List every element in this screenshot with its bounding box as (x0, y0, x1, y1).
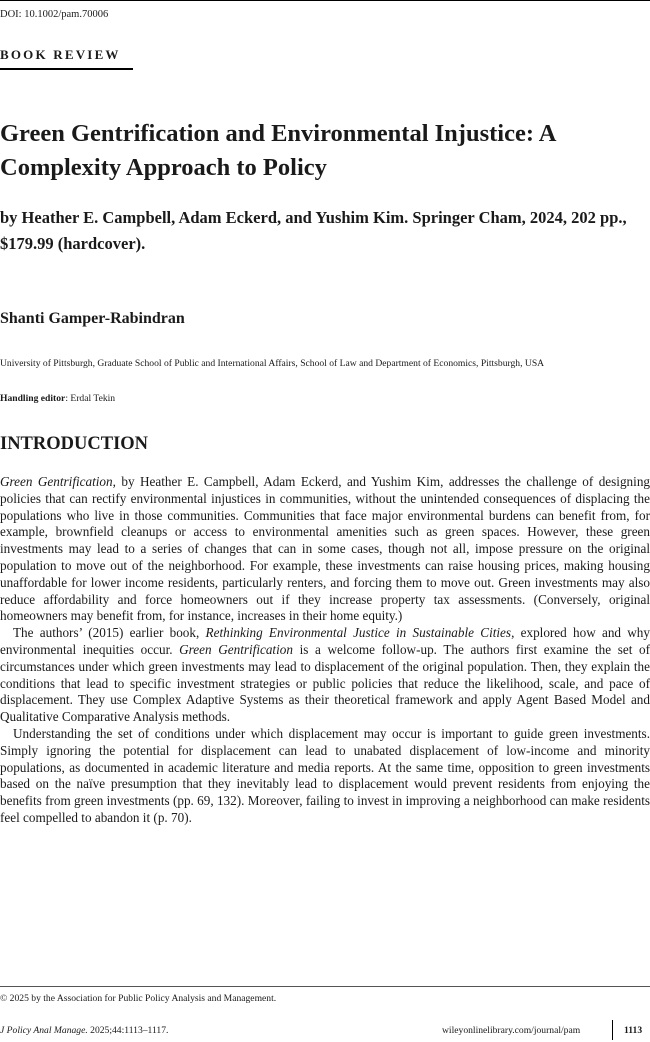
body-text (0, 474, 650, 827)
paragraph-2: The authors’ (2015) earlier book, Rethinking Environmental Justice in Sustainable Cities, explored how and why environmental inequities occur. Green Gentrification is a welcome follow-up. The authors first examine the set of circumstances under which green investments may lead to displacement of the original population. Then, they explain the conditions that lead to specific investment strategies or public policies that reduce the likelihood, scale, and pace of displacement. They use Complex Adaptive Systems as their theoretical framework and apply Agent Based Model and Qualitative Comparative Analysis methods. (0, 625, 650, 725)
section-underline (0, 68, 133, 70)
paragraph-3: Understanding the set of conditions under which displacement may occur is important to guide green investments. Simply ignoring the potential for displacement can lead to unabated displacement of low-income and minority populations, as documented in academic literature and media reports. At the same time, opposition to green investments based on the naïve presumption that they inevitably lead to displacement would prevent residents from enjoying the benefits from green investments (pp. 69, 132). Moreover, failing to invest in improving a neighborhood can make residents feel compelled to abandon it (p. 70). (0, 725, 650, 825)
journal-citation (0, 1025, 168, 1036)
author-affiliation: University of Pittsburgh, Graduate School of Public and International Affairs, School of Law and Department of Economics, Pittsburgh, USA (0, 358, 545, 369)
editor-label: Handling editor (0, 393, 66, 404)
page-number: 1113 (624, 1025, 643, 1036)
earlier-book-title-italic: Rethinking Environmental Justice in Sustainable Cities (205, 625, 512, 641)
book-title-italic: Green Gentrification (0, 474, 113, 489)
section-heading: INTRODUCTION (0, 434, 149, 454)
book-title-italic: Green Gentrification (179, 641, 293, 657)
doi-text: DOI: 10.1002/pam.70006 (0, 9, 109, 20)
footer-rule (0, 986, 650, 987)
paragraph-1: Green Gentrification, by Heather E. Campbell, Adam Eckerd, and Yushim Kim, addresses the challenge of designing policies that can rectify environmental injustices in communities, without the unintended consequences of displacing the populations who live in those communities. Communities that face major environmental burdens can benefit from, for example, brownfield cleanups or access to environmental amenities such as green spaces. However, these green investments may lead to a series of changes that can in some cases, though not all, impose pressure on the original population to move out of the neighborhood. For example, these investments can raise housing prices, making housing unaffordable for lower income residents, particularly renters, and forcing them to move out. Green investments may also reduce affordability and force homeowners out if they increase property tax assessments. (Conversely, original homeowners may benefit from, for instance, increases in their home equity.) (0, 474, 650, 624)
copyright-notice: © 2025 by the Association for Public Policy Analysis and Management. (0, 993, 277, 1004)
book-info: by Heather E. Campbell, Adam Eckerd, and Yushim Kim. Springer Cham, 2024, 202 pp., $179.99 (hardcover). (0, 208, 627, 253)
journal-website-link[interactable]: wileyonlinelibrary.com/journal/pam (442, 1025, 581, 1036)
article-title: Green Gentrification and Environmental Injustice: A Complexity Approach to Policy (0, 120, 556, 181)
journal-name: J Policy Anal Manage. (0, 1025, 88, 1036)
editor-name: : Erdal Tekin (65, 393, 116, 404)
handling-editor (0, 393, 115, 404)
section-label: BOOK REVIEW (0, 47, 121, 62)
top-rule (0, 0, 650, 1)
author-name: Shanti Gamper-Rabindran (0, 310, 185, 327)
journal-ref: 2025;44:1113–1117. (87, 1025, 169, 1036)
page-number-divider (612, 1020, 613, 1040)
